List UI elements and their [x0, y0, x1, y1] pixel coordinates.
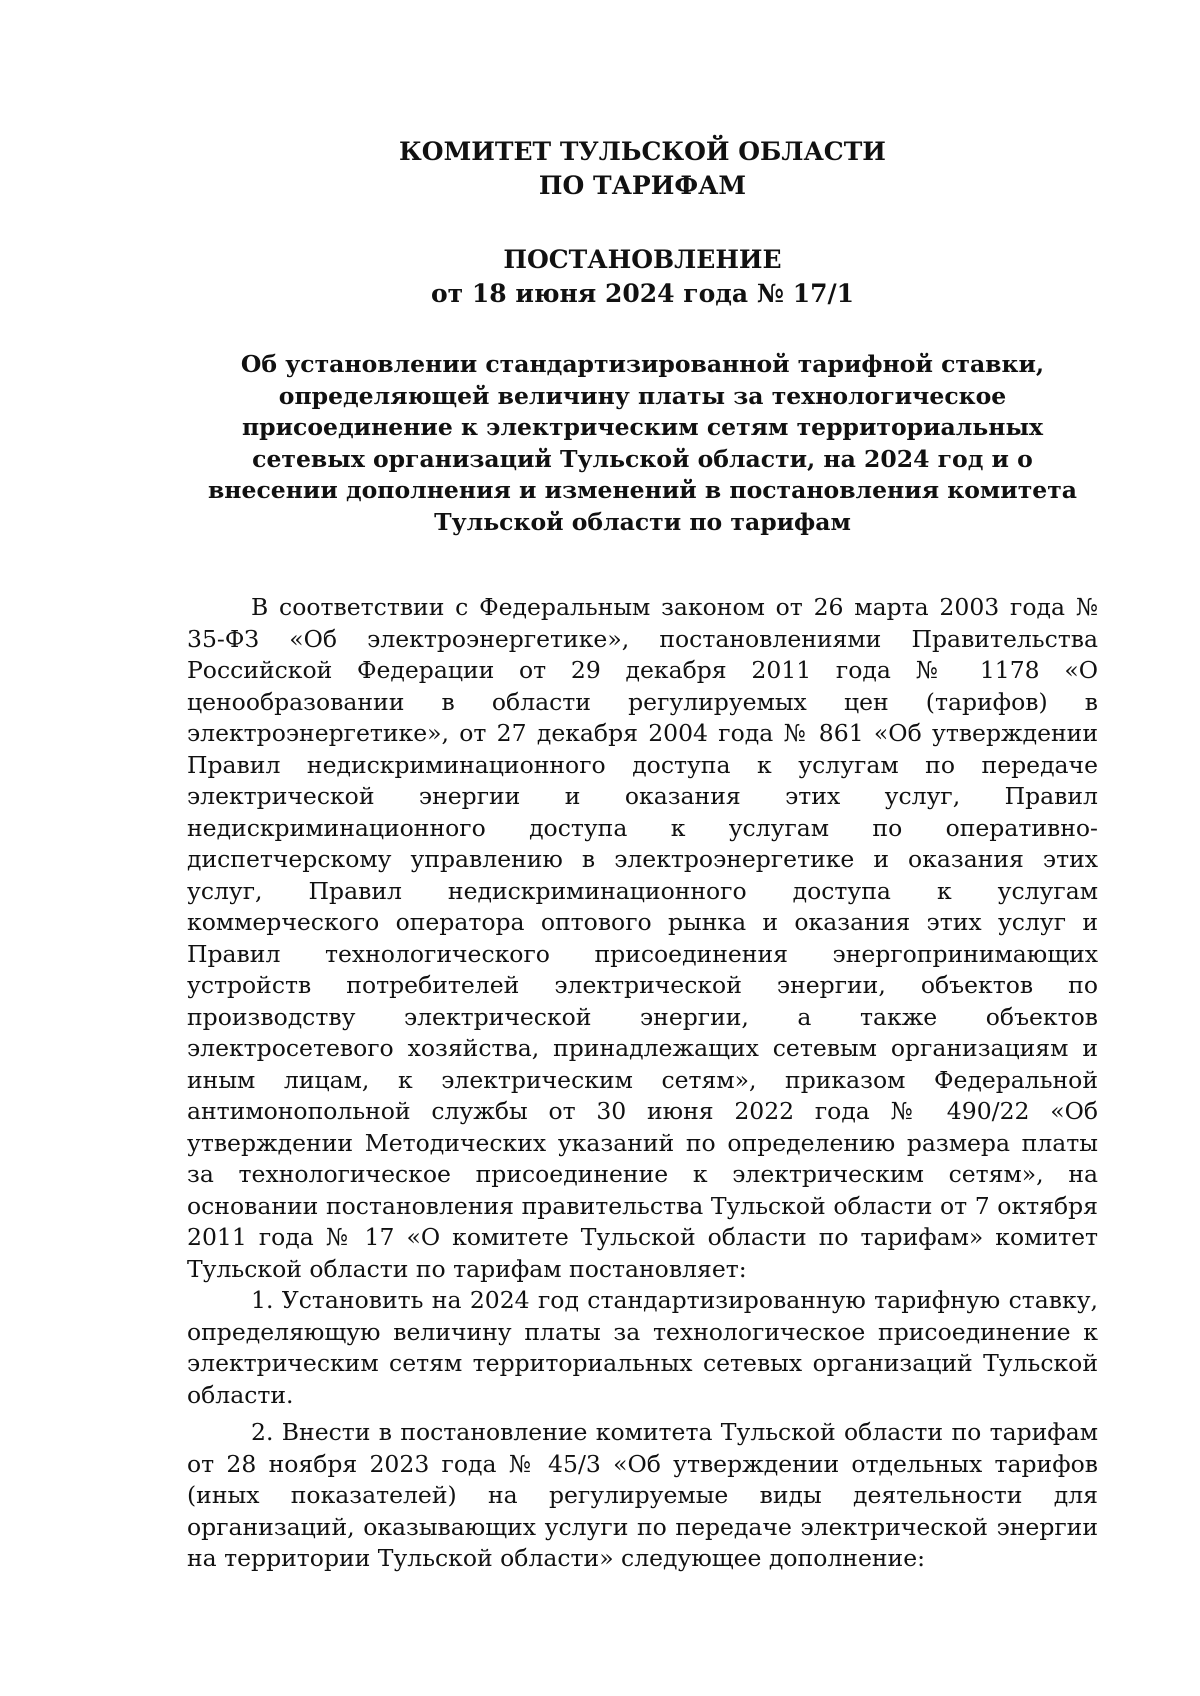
document-type: ПОСТАНОВЛЕНИЕ: [503, 245, 782, 274]
document-subject: Об установлении стандартизированной тарифной ставки, определяющей величину платы за технологическое присоединение к электрическим сетям территориальных сетевых организаций Тульской области, на 2024 год и о внесении дополнения и изменений в постановления комитета Тульской области по тарифам: [207, 350, 1078, 536]
issuing-organization: [187, 135, 1098, 203]
item-1-paragraph: 1. Установить на 2024 год стандартизированную тарифную ставку, определяющую величину платы за технологическое присоединение к электрическим сетям территориальных сетевых организаций Тульской области.: [187, 1286, 1098, 1409]
decree-heading: [187, 243, 1098, 311]
document-date-number: от 18 июня 2024 года № 17/1: [430, 279, 855, 308]
document-body: [187, 592, 1098, 1575]
document-page: [187, 135, 1098, 1575]
org-line-1: КОМИТЕТ ТУЛЬСКОЙ ОБЛАСТИ: [399, 137, 886, 166]
org-line-2: ПО ТАРИФАМ: [538, 171, 747, 200]
preamble-paragraph: В соответствии с Федеральным законом от 26 марта 2003 года № 35-ФЗ «Об электроэнергетике», постановлениями Правительства Российской Федерации от 29 декабря 2011 года № 1178 «О ценообразовании в области регулируемых цен (тарифов) в электроэнергетике», от 27 декабря 2004 года № 861 «Об утверждении Правил недискриминационного доступа к услугам по передаче электрической энергии и оказания этих услуг, Правил недискриминационного доступа к услугам по оперативно-диспетчерскому управлению в электроэнергетике и оказания этих услуг, Правил недискриминационного доступа к услугам коммерческого оператора оптового рынка и оказания этих услуг и Правил технологического присоединения энергопринимающих устройств потребителей электрической энергии, объектов по производству электрической энергии, а также объектов электросетевого хозяйства, принадлежащих сетевым организациям и иным лицам, к электрическим сетям», приказом Федеральной антимонопольной службы от 30 июня 2022 года № 490/22 «Об утверждении Методических указаний по определению размера платы за технологическое присоединение к электрическим сетям», на основании постановления правительства Тульской области от 7 октября 2011 года № 17 «О комитете Тульской области по тарифам» комитет Тульской области по тарифам постановляет:: [187, 593, 1098, 1283]
item-2-paragraph: 2. Внести в постановление комитета Тульской области по тарифам от 28 ноября 2023 года № 45/3 «Об утверждении отдельных тарифов (иных показателей) на регулируемые виды деятельности для организаций, оказывающих услуги по передаче электрической энергии на территории Тульской области» следующее дополнение:: [187, 1418, 1098, 1572]
